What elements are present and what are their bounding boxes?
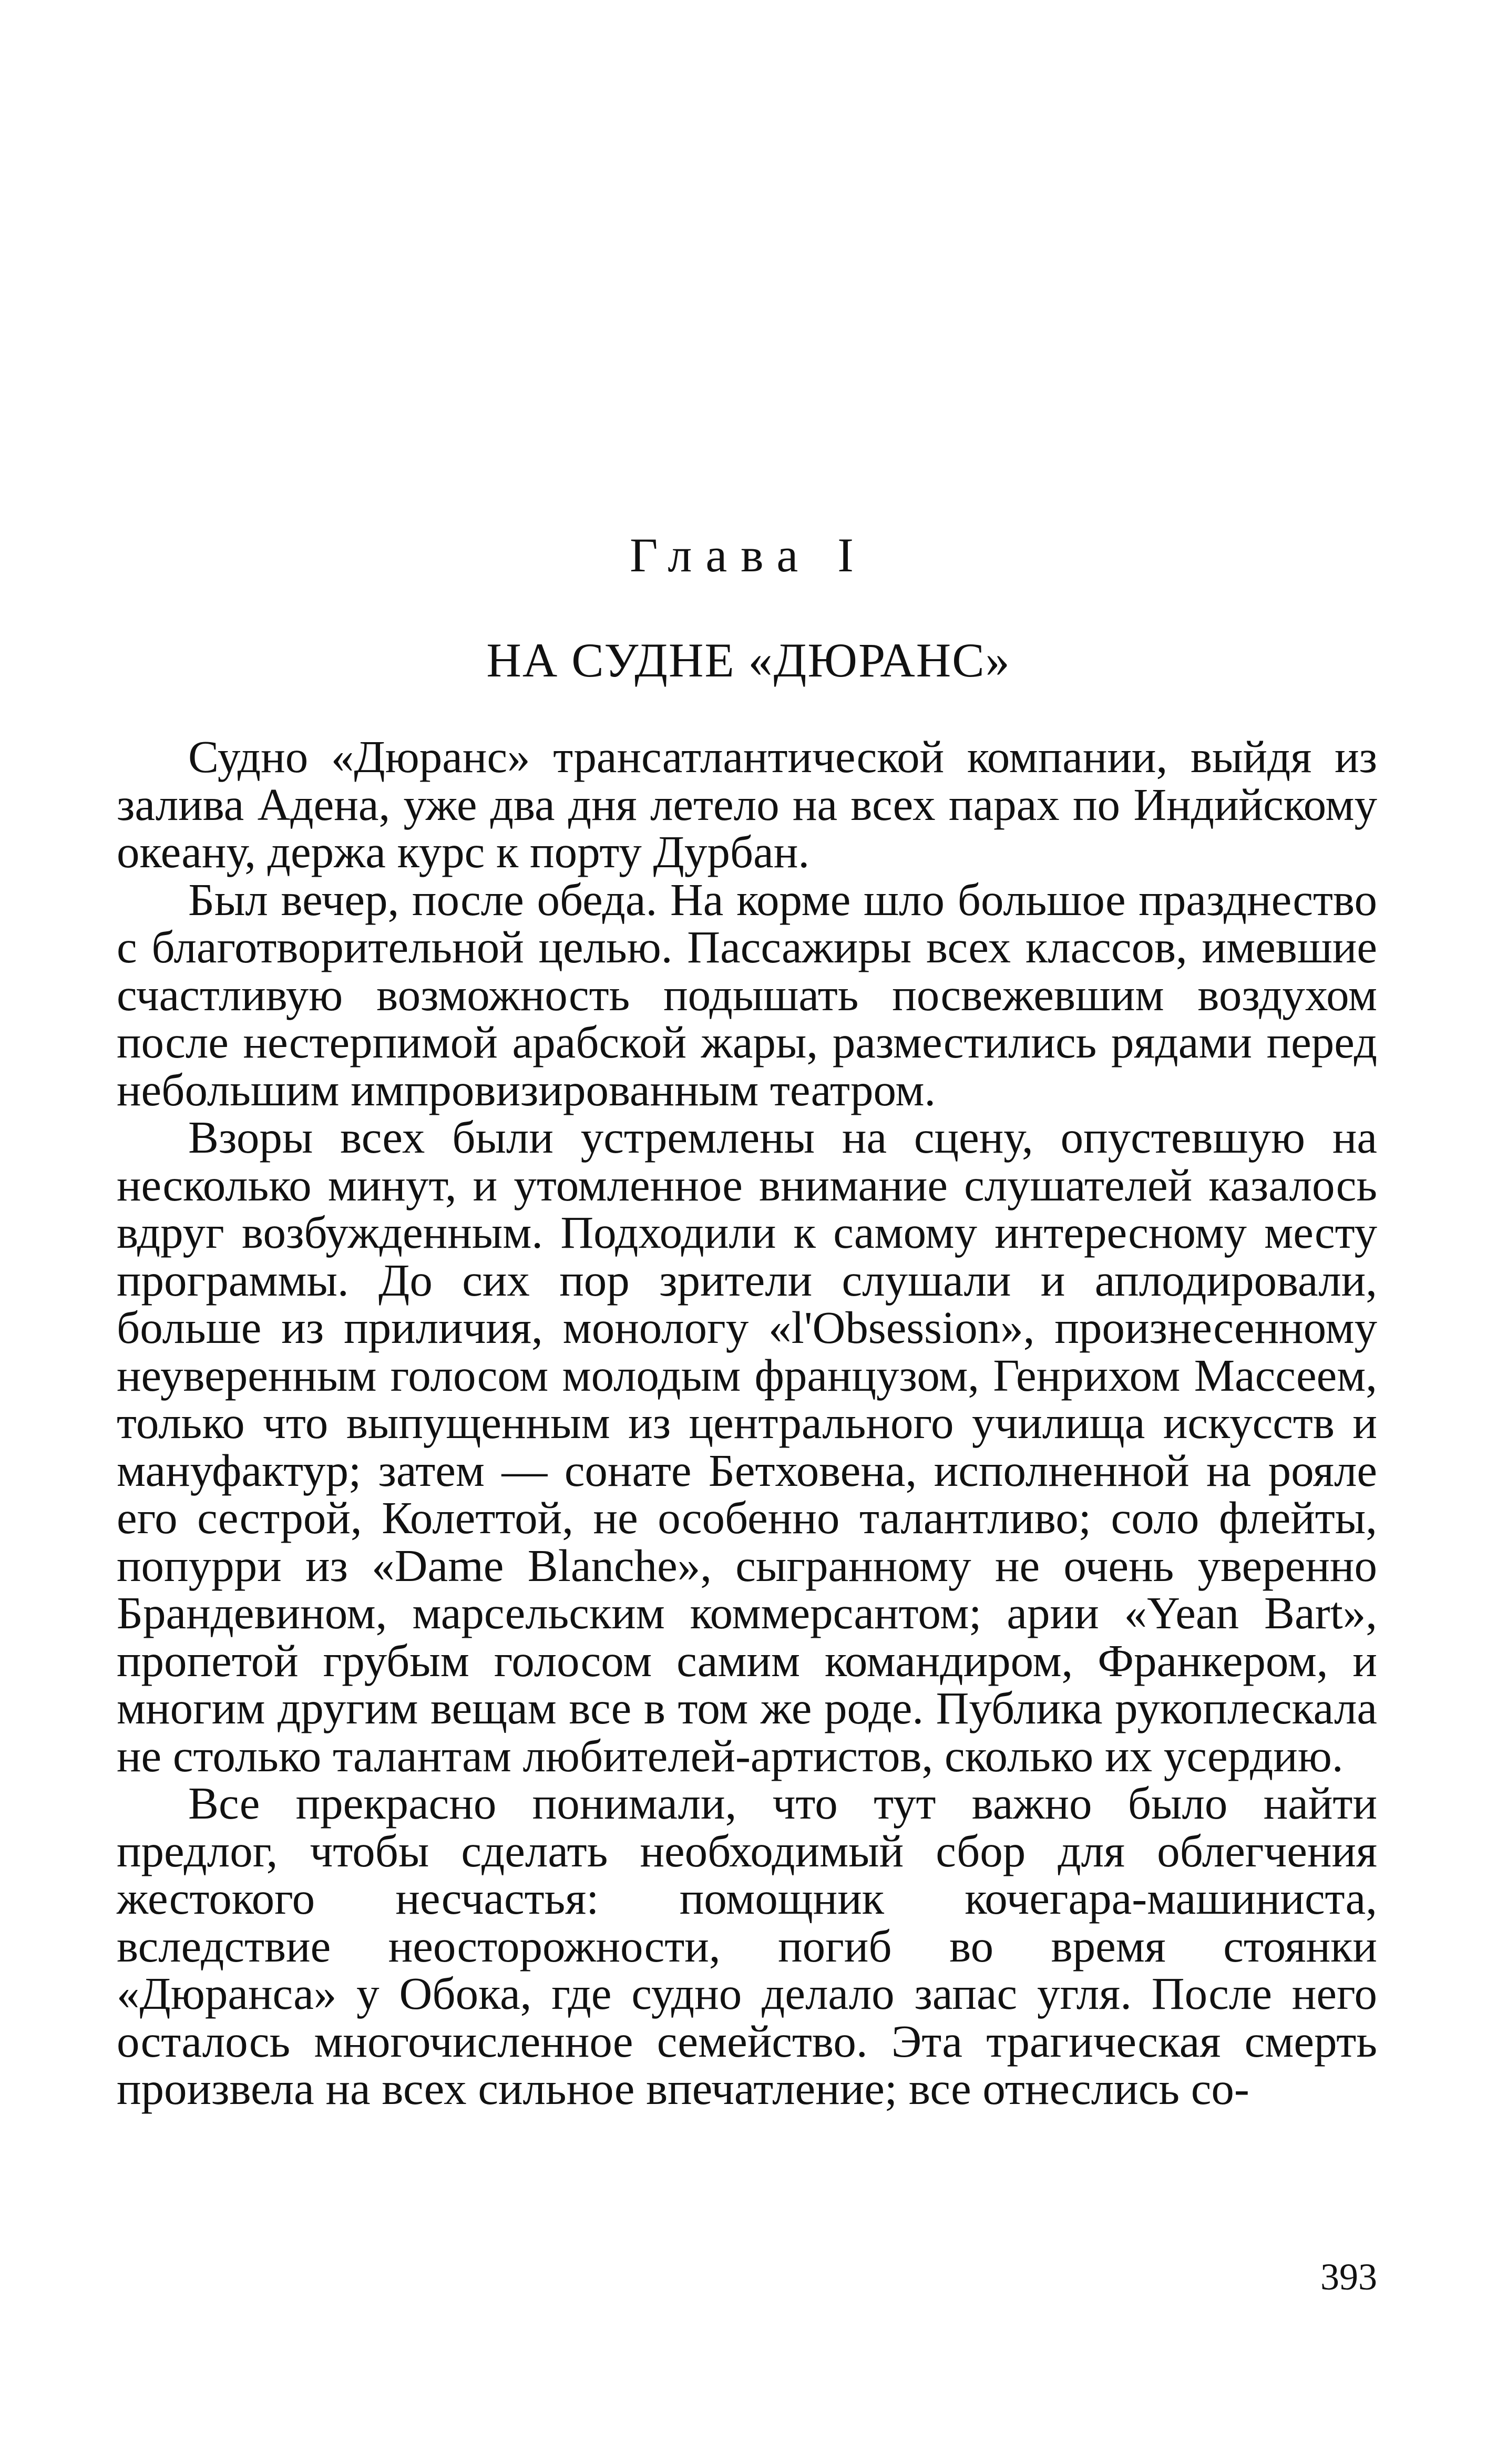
chapter-title: НА СУДНЕ «ДЮРАНС» (486, 633, 1011, 687)
paragraph: Был вечер, после обеда. На корме шло большое празднество с благотворительной целью. Пассажиры всех классов, имевшие счастливую возможность подышать посвежевшим воздухом после нестерпимой арабской жары, разместились рядами перед небольшим импровизированным театром. (117, 874, 1377, 1115)
page-number: 393 (1320, 2256, 1377, 2298)
body-text (117, 733, 1377, 2113)
paragraph: Взоры всех были устремлены на сцену, опустевшую на несколько минут, и утомленное внимание слушателей казалось вдруг возбужденным. Подходили к самому интересному месту программы. До сих пор зрители слушали и аплодировали, больше из приличия, монологу «l'Obsession», произнесенному неуверенным голосом молодым французом, Генрихом Массеем, только что выпущенным из центрального училища искусств и мануфактур; затем — сонате Бетховена, исполненной на рояле его сестрой, Колеттой, не особенно талантливо; соло флейты, попурри из «Dame Blanche», сыгранному не очень уверенно Брандевином, марсельским коммерсантом; арии «Yean Bart», пропетой грубым голосом самим командиром, Франкером, и многим другим вещам все в том же роде. Публика рукоплескала не столько талантам любителей-артистов, сколько их усердию. (117, 1112, 1377, 1781)
chapter-label: Глава I (630, 528, 867, 582)
paragraph: Судно «Дюранс» трансатлантической компании, выйдя из залива Адена, уже два дня летело на всех парах по Индийскому океану, держа курс к порту Дурбан. (117, 731, 1377, 877)
paragraph: Все прекрасно понимали, что тут важно было найти предлог, чтобы сделать необходимый сбор для облегчения жестокого несчастья: помощник кочегара-машиниста, вследствие неосторожности, погиб во время стоянки «Дюранса» у Обока, где судно делало запас угля. После него осталось многочисленное семейство. Эта трагическая смерть произвела на всех сильное впечатление; все отнеслись со- (117, 1778, 1377, 2114)
